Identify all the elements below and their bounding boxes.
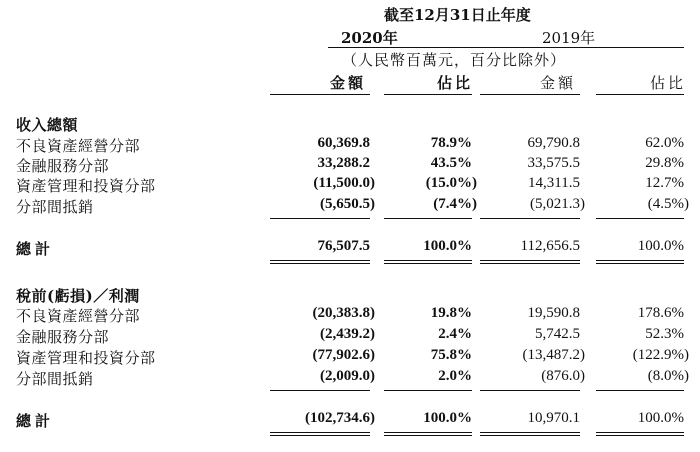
subtotal-line [270,390,370,391]
subtotal-line [270,218,370,219]
ratio-2019: 178.6% [637,305,684,321]
subtotal-line [480,218,580,219]
total-ratio-2019: 100.0% [637,410,684,426]
year-2019-header: 2019年 [542,29,596,47]
amount-2019: (876.0) [541,368,585,384]
subtotal-line [384,390,472,391]
total-ratio-2020: 100.0% [423,410,472,426]
double-underline [270,432,370,433]
amount-2019: 19,590.8 [527,305,580,321]
amount-2020: 60,369.8 [317,135,370,151]
ratio-2020: 75.8% [430,347,472,363]
amount-2020: 33,288.2 [317,155,370,171]
total-label: 總計 [16,240,55,258]
double-underline [596,263,684,264]
col-underline-a2019 [480,94,580,95]
ratio-2019: 62.0% [645,135,684,151]
ratio-2019: (122.9%) [632,347,689,363]
total-amount-2019: 112,656.5 [520,238,580,254]
amount-2019: 14,311.5 [528,175,580,191]
col-ratio-2019: 佔比 [650,74,687,92]
amount-2020: (77,902.6) [312,347,375,363]
amount-2020: (20,383.8) [312,305,375,321]
amount-2019: (13,487.2) [522,347,585,363]
col-underline-r2019 [596,94,684,95]
ratio-2019: 12.7% [645,175,684,191]
col-ratio-2020: 佔比 [437,74,474,92]
double-underline [384,435,472,436]
double-underline [270,260,370,261]
ratio-2020: 78.9% [430,135,472,151]
col-amount-2020: 金額 [330,74,367,92]
ratio-2020: (7.4%) [433,196,477,212]
subtotal-line [480,390,580,391]
amount-2020: (11,500.0) [313,175,375,191]
double-underline [384,263,472,264]
double-underline [596,260,684,261]
amount-2020: (2,439.2) [320,326,375,342]
col-underline-r2020 [384,94,472,95]
ratio-2020: 2.0% [438,368,472,384]
ratio-2020: 2.4% [438,326,472,342]
row-label: 金融服務分部 [16,328,110,346]
col-amount-2019: 金額 [540,74,577,92]
revenue-section-title: 收入總額 [16,116,79,134]
ratio-2019: (4.5%) [647,196,689,212]
double-underline [480,435,580,436]
double-underline [270,263,370,264]
double-underline [480,260,580,261]
ratio-2020: 43.5% [430,155,472,171]
row-label: 分部間抵銷 [16,370,94,388]
amount-2020: (2,009.0) [320,368,375,384]
ratio-2019: 29.8% [645,155,684,171]
total-ratio-2020: 100.0% [423,238,472,254]
col-underline-a2020 [270,94,370,95]
double-underline [480,263,580,264]
ratio-2020: 19.8% [430,305,472,321]
year-2020-header: 2020年 [341,29,398,47]
row-label: 金融服務分部 [16,157,110,175]
double-underline [596,435,684,436]
period-underline [328,47,684,48]
total-amount-2019: 10,970.1 [527,410,580,426]
double-underline [480,432,580,433]
period-header: 截至12月31日止年度 [384,6,531,24]
profit-section-title: 稅前(虧損)／利潤 [16,287,140,305]
row-label: 不良資產經營分部 [16,137,141,155]
amount-2019: 69,790.8 [527,135,580,151]
row-label: 分部間抵銷 [16,198,94,216]
double-underline [384,260,472,261]
amount-2019: 5,742.5 [535,326,580,342]
double-underline [596,432,684,433]
ratio-2019: (8.0%) [647,368,689,384]
total-amount-2020: 76,507.5 [317,238,370,254]
amount-2019: (5,021.3) [530,196,585,212]
ratio-2020: (15.0%) [425,175,477,191]
double-underline [384,432,472,433]
total-ratio-2019: 100.0% [637,238,684,254]
subtotal-line [384,218,472,219]
subtotal-line [596,390,684,391]
double-underline [270,435,370,436]
ratio-2019: 52.3% [645,326,684,342]
amount-2019: 33,575.5 [527,155,580,171]
unit-note: （人民幣百萬元，百分比除外） [342,51,567,69]
amount-2020: (5,650.5) [320,196,375,212]
subtotal-line [596,218,684,219]
total-label: 總計 [16,412,55,430]
row-label: 資產管理和投資分部 [16,349,156,367]
row-label: 不良資產經營分部 [16,307,141,325]
total-amount-2020: (102,734.6) [305,410,375,426]
row-label: 資產管理和投資分部 [16,177,156,195]
